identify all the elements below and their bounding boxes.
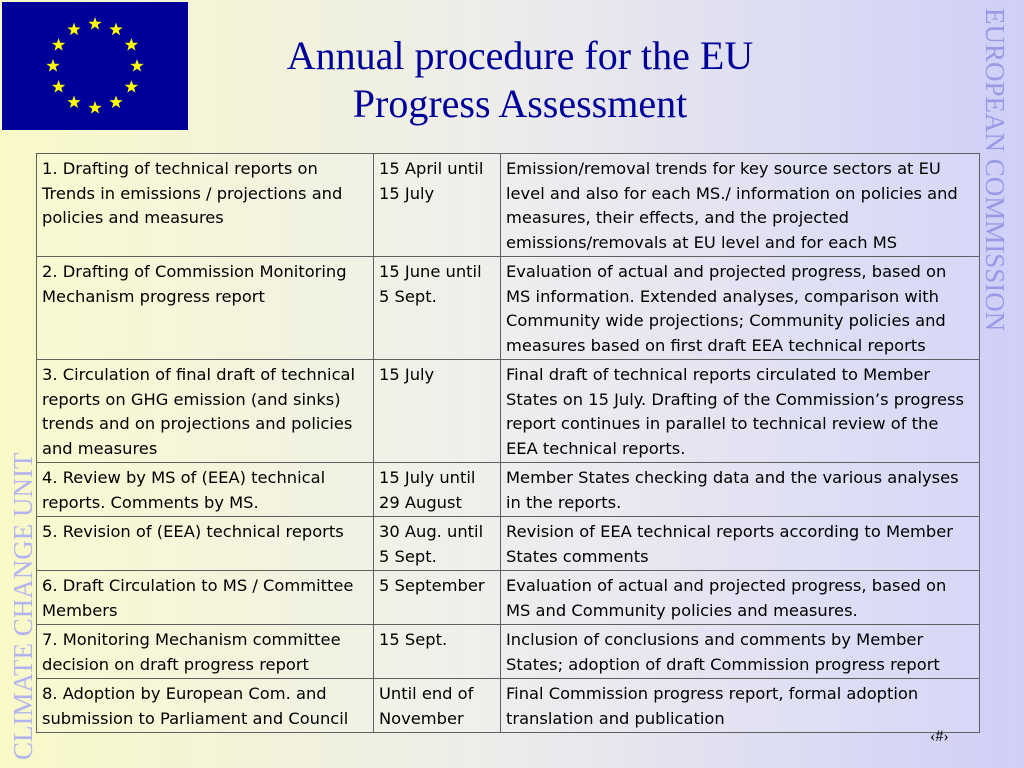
step-cell: 7. Monitoring Mechanism committee decision on draft progress report — [37, 625, 374, 679]
description-cell: Member States checking data and the various analyses in the reports. — [501, 463, 980, 517]
eu-flag-stars — [2, 2, 188, 130]
description-cell: Inclusion of conclusions and comments by Member States; adoption of draft Commission progress report — [501, 625, 980, 679]
step-cell: 4. Review by MS of (EEA) technical reports. Comments by MS. — [37, 463, 374, 517]
description-cell: Evaluation of actual and projected progress, based on MS and Community policies and measures. — [501, 571, 980, 625]
table-row — [37, 463, 980, 517]
description-cell: Evaluation of actual and projected progress, based on MS information. Extended analyses, comparison with Community wide projections; Community policies and measures based on first draft EEA technical reports — [501, 257, 980, 360]
description-cell: Final Commission progress report, formal adoption translation and publication — [501, 679, 980, 733]
date-cell: Until end of November — [374, 679, 501, 733]
description-cell: Emission/removal trends for key source sectors at EU level and also for each MS./ information on policies and measures, their effects, and the projected emissions/removals at EU level and for each MS — [501, 154, 980, 257]
page-title — [220, 32, 820, 128]
eu-flag-icon — [2, 2, 188, 130]
description-cell: Revision of EEA technical reports according to Member States comments — [501, 517, 980, 571]
step-cell: 6. Draft Circulation to MS / Committee Members — [37, 571, 374, 625]
step-cell: 5. Revision of (EEA) technical reports — [37, 517, 374, 571]
date-cell: 30 Aug. until 5 Sept. — [374, 517, 501, 571]
table-row — [37, 571, 980, 625]
date-cell: 15 April until 15 July — [374, 154, 501, 257]
side-text-climate-change-unit: CLIMATE CHANGE UNIT — [8, 452, 38, 760]
title-line-2: Progress Assessment — [352, 81, 688, 126]
date-cell: 15 July until 29 August — [374, 463, 501, 517]
step-cell: 8. Adoption by European Com. and submission to Parliament and Council — [37, 679, 374, 733]
table-row — [37, 517, 980, 571]
date-cell: 15 July — [374, 360, 501, 463]
procedure-table — [36, 153, 980, 733]
date-cell: 5 September — [374, 571, 501, 625]
table-row — [37, 679, 980, 733]
description-cell: Final draft of technical reports circulated to Member States on 15 July. Drafting of the Commission’s progress report continues in parallel to technical review of the EEA technical reports. — [501, 360, 980, 463]
step-cell: 2. Drafting of Commission Monitoring Mechanism progress report — [37, 257, 374, 360]
step-cell: 1. Drafting of technical reports on Trends in emissions / projections and policies and measures — [37, 154, 374, 257]
date-cell: 15 Sept. — [374, 625, 501, 679]
table-row — [37, 154, 980, 257]
title-line-1: Annual procedure for the EU — [286, 33, 754, 78]
page-number: ‹#› — [930, 728, 949, 745]
date-cell: 15 June until 5 Sept. — [374, 257, 501, 360]
side-text-european-commission: EUROPEAN COMMISSION — [980, 8, 1010, 332]
table-row — [37, 625, 980, 679]
step-cell: 3. Circulation of final draft of technical reports on GHG emission (and sinks) trends and on projections and policies and measures — [37, 360, 374, 463]
table-row — [37, 360, 980, 463]
table-row — [37, 257, 980, 360]
